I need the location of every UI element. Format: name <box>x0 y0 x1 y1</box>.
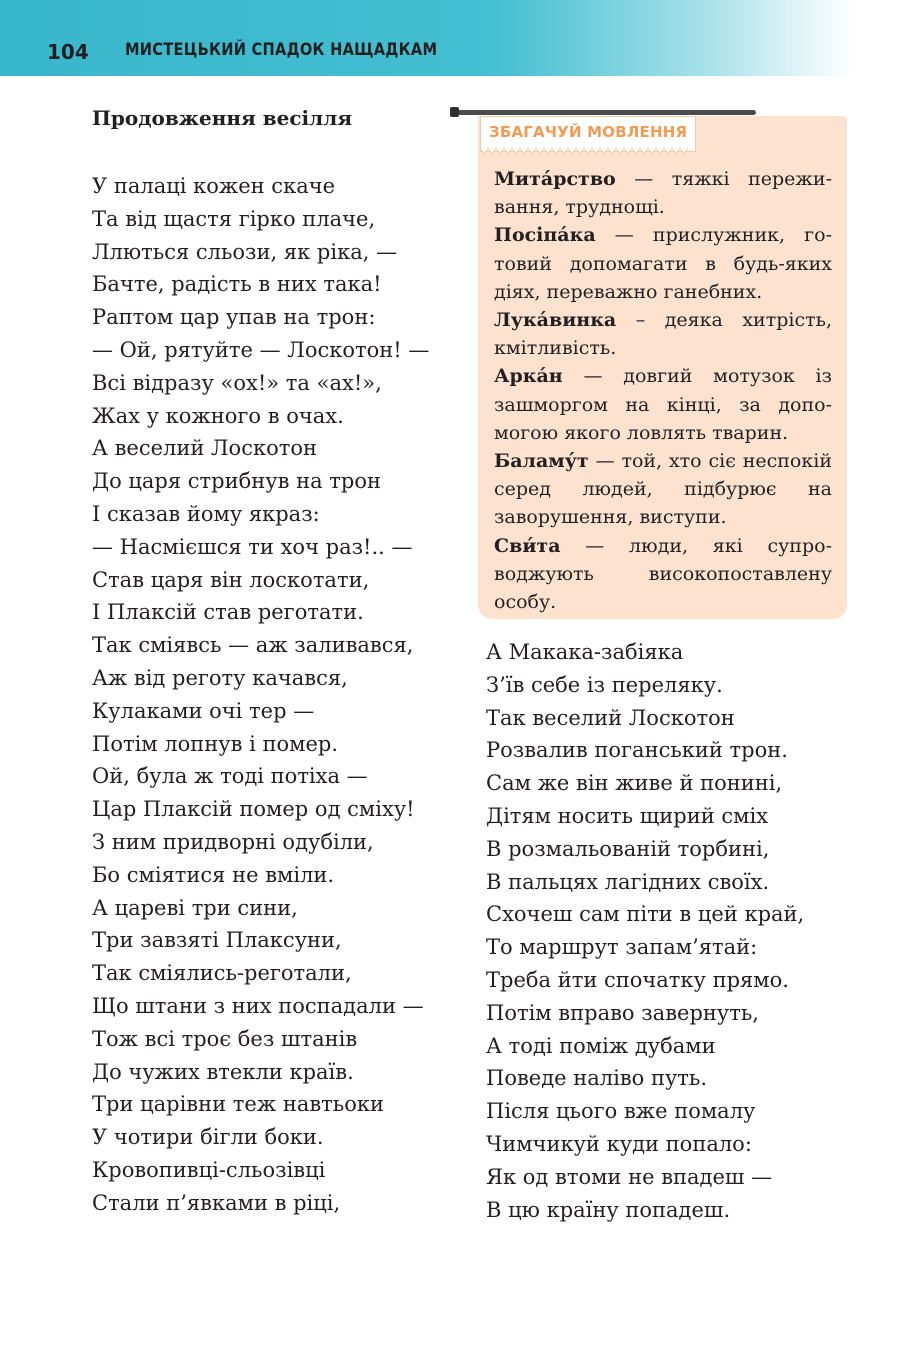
vocabulary-entry <box>494 362 832 447</box>
vocabulary-term: Мита́рство <box>494 168 616 190</box>
vocabulary-entry <box>494 306 832 362</box>
poem-line: До чужих втекли країв. <box>92 1059 354 1084</box>
poem-line: Дітям носить щирий сміх <box>486 803 769 828</box>
page-number: 104 <box>47 40 89 64</box>
vocabulary-term: Лука́винка <box>494 309 617 332</box>
poem-line: Чимчикуй куди попало: <box>486 1131 752 1156</box>
poem-line: А Макака-забіяка <box>486 640 684 664</box>
poem-line: Розвалив поганський трон. <box>486 738 788 763</box>
poem-line: До царя стрибнув на трон <box>92 469 381 494</box>
poem-line: З ним придворні одубіли, <box>92 829 374 854</box>
poem-line: Став царя він лоскотати, <box>92 567 370 592</box>
poem-line: Поведе наліво путь. <box>486 1066 708 1091</box>
poem-line: Так сміявсь — аж заливався, <box>92 633 414 658</box>
poem-line: Так сміялись-реготали, <box>92 961 352 986</box>
poem-line: Три царівни теж навтьоки <box>92 1092 384 1117</box>
vocabulary-definition: – деяка хитрість, кмітливість. <box>494 309 832 360</box>
vocabulary-entries <box>494 165 832 616</box>
poem-line: Після цього вже помалу <box>486 1099 756 1124</box>
poem-left-lines <box>92 170 442 1220</box>
poem-line: — Ой, рятуйте — Лоскотон! — <box>92 337 430 362</box>
poem-line: Раптом цар упав на трон: <box>92 305 376 330</box>
zigzag-edge-decoration <box>480 148 688 155</box>
poem-line: Аж від реготу качався, <box>92 665 348 690</box>
vocabulary-definition: — той, хто сіє неспокій серед людей, підбурює на заворушення, виступи. <box>494 450 832 529</box>
poem-line: Тож всі троє без штанів <box>92 1026 358 1051</box>
poem-line: В розмальованій торбині, <box>486 836 770 861</box>
poem-line: Треба йти спочатку прямо. <box>486 967 789 992</box>
poem-line: — Насмієшся ти хоч раз!.. — <box>92 534 413 559</box>
pencil-decoration <box>452 110 756 115</box>
poem-line: З’їв себе із переляку. <box>486 672 723 697</box>
poem-line: В пальцях лагідних своїх. <box>486 869 770 894</box>
poem-line: І сказав йому якраз: <box>92 501 320 526</box>
poem-line: А тоді поміж дубами <box>486 1033 716 1058</box>
poem-line: Так веселий Лоскотон <box>486 705 735 730</box>
poem-line: Сам же він живе й понині, <box>486 771 783 796</box>
pencil-tip-icon <box>450 107 459 117</box>
poem-line: Ллються сльози, як ріка, — <box>92 239 398 264</box>
poem-line: Схочеш сам піти в цей край, <box>486 902 805 927</box>
vocabulary-entry <box>494 165 832 221</box>
header-bar <box>0 0 907 76</box>
poem-line: Цар Плаксій помер од сміху! <box>92 797 415 822</box>
vocabulary-term: Арка́н <box>494 365 563 388</box>
poem-right-lines <box>486 636 846 1226</box>
vocabulary-entry <box>494 447 832 532</box>
vocabulary-term: Баламу́т <box>494 450 589 473</box>
poem-line: Що штани з них поспадали — <box>92 993 424 1018</box>
poem-line: Всі відразу «ох!» та «ах!», <box>92 370 382 395</box>
poem-line: Бачте, радість в них така! <box>92 272 382 297</box>
poem-line: Кровопивці-сльозівці <box>92 1157 326 1182</box>
vocabulary-definition: — довгий мотузок із зашморгом на кінці, за допомогою якого ловлять тварин. <box>494 365 832 444</box>
poem-line: Потім вправо завернуть, <box>486 1000 759 1025</box>
vocabulary-entry <box>494 221 832 306</box>
poem-line: Та від щастя гірко плаче, <box>92 206 376 231</box>
poem-line: У чотири бігли боки. <box>92 1125 324 1150</box>
poem-heading: Продовження весілля <box>92 106 353 130</box>
poem-left-column <box>92 104 442 1220</box>
poem-line: Як од втоми не впадеш — <box>486 1164 773 1189</box>
poem-line: Стали п’явками в ріці, <box>92 1190 341 1215</box>
vocabulary-definition: — прислужник, готовий допомагати в будь-яких діях, переважно ганебних. <box>494 224 832 303</box>
vocabulary-term: Посіпа́ка <box>494 224 596 247</box>
poem-line: І Плаксій став реготати. <box>92 600 364 625</box>
poem-line: А веселий Лоскотон <box>92 436 317 461</box>
section-title: МИСТЕЦЬКИЙ СПАДОК НАЩАДКАМ <box>125 40 438 60</box>
poem-line: А цареві три сини, <box>92 895 298 920</box>
poem-line: То маршрут запам’ятай: <box>486 935 758 960</box>
poem-line: Кулаками очі тер — <box>92 698 315 723</box>
poem-line: Бо сміятися не вміли. <box>92 862 335 887</box>
poem-line: Потім лопнув і помер. <box>92 731 339 756</box>
poem-line: У палаці кожен скаче <box>92 174 336 198</box>
poem-line: Жах у кожного в очах. <box>92 403 344 428</box>
vocabulary-entry <box>494 532 832 617</box>
poem-line: Ой, була ж тоді потіха — <box>92 764 368 789</box>
vocabulary-term: Сви́та <box>494 534 561 557</box>
vocabulary-label: ЗБАГАЧУЙ МОВЛЕННЯ <box>480 116 696 152</box>
poem-right-column <box>486 636 846 1226</box>
poem-line: Три завзяті Плаксуни, <box>92 928 342 953</box>
poem-line: В цю країну попадеш. <box>486 1197 731 1222</box>
vocabulary-definition: — тяжкі переживання, труднощі. <box>494 168 832 219</box>
vocabulary-definition: — люди, які супроводжують високопоставлену особу. <box>494 534 832 614</box>
